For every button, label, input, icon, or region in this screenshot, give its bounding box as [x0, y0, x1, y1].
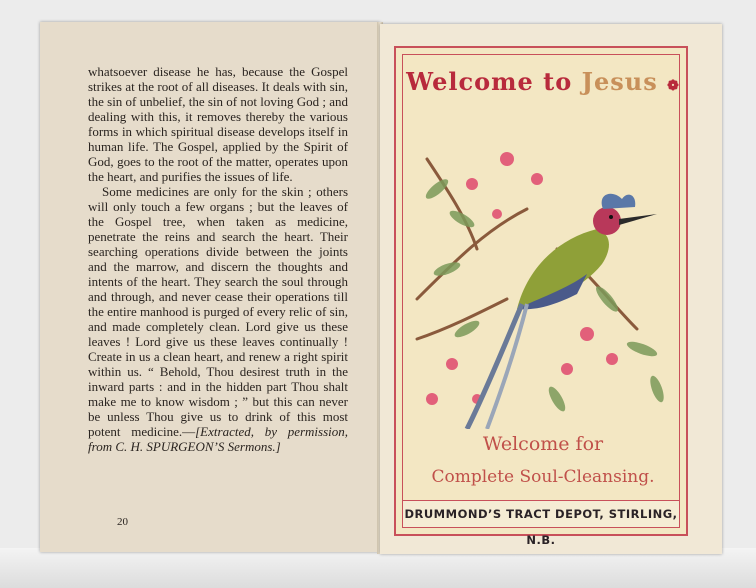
bird-illustration	[407, 99, 679, 429]
right-page	[380, 24, 722, 554]
title-welcome: Welcome to	[406, 67, 573, 96]
subtitle-line-2: Complete Soul-Cleansing.	[431, 467, 655, 487]
paragraph-1: whatsoever disease he has, because the Gospel strikes at the root of all diseases. It deals with sin, the sin of unbelief, the sin of not loving God ; and dealing with this, it removes thereby the various forms in which spiritual disease develops itself in human life. The Gospel, applied by the Spirit of God, goes to the root of the matter, operates upon the heart, and purifies the issues of life.	[88, 64, 348, 184]
left-page	[40, 22, 380, 552]
scanner-background	[0, 548, 756, 588]
card-title	[403, 67, 683, 96]
welcome-card	[394, 46, 688, 547]
paragraph-2-body: Some medicines are only for the skin ; others will only touch a few organs ; but the leaves of the Gospel tree, when taken as medicine, penetrate the reins and search the heart. Their searching operations divide between the joints and the marrow, and discern the thoughts and intents of the heart. They search the soul through and through, and never cease their operations till the entire manhood is purged of every relic of sin, and made completely clean. Lord give us these leaves ! Lord give us these leaves continually ! Create in us a clean heart, and renew a right spirit within us. “ Behold, Thou desirest truth in the inward parts : and in the hidden part Thou shalt make me to know wisdom ; ” but this can never be unless Thou give us to drink of this most potent medicine.—	[88, 184, 348, 439]
sermon-text	[88, 64, 348, 454]
subtitle-line-1: Welcome for	[482, 433, 604, 455]
card-inner-border	[402, 54, 680, 547]
page-number: 20	[117, 516, 128, 528]
title-jesus: Jesus	[581, 67, 658, 96]
paragraph-2	[88, 184, 348, 454]
citation: [Extracted, by permission, from C. H. SPURGEON’S Sermons.]	[88, 424, 349, 454]
title-ornament-icon: ❁	[667, 78, 680, 94]
publisher-bar	[403, 500, 679, 547]
publisher-name: DRUMMOND’S TRACT DEPOT, STIRLING, N.B.	[404, 507, 678, 547]
